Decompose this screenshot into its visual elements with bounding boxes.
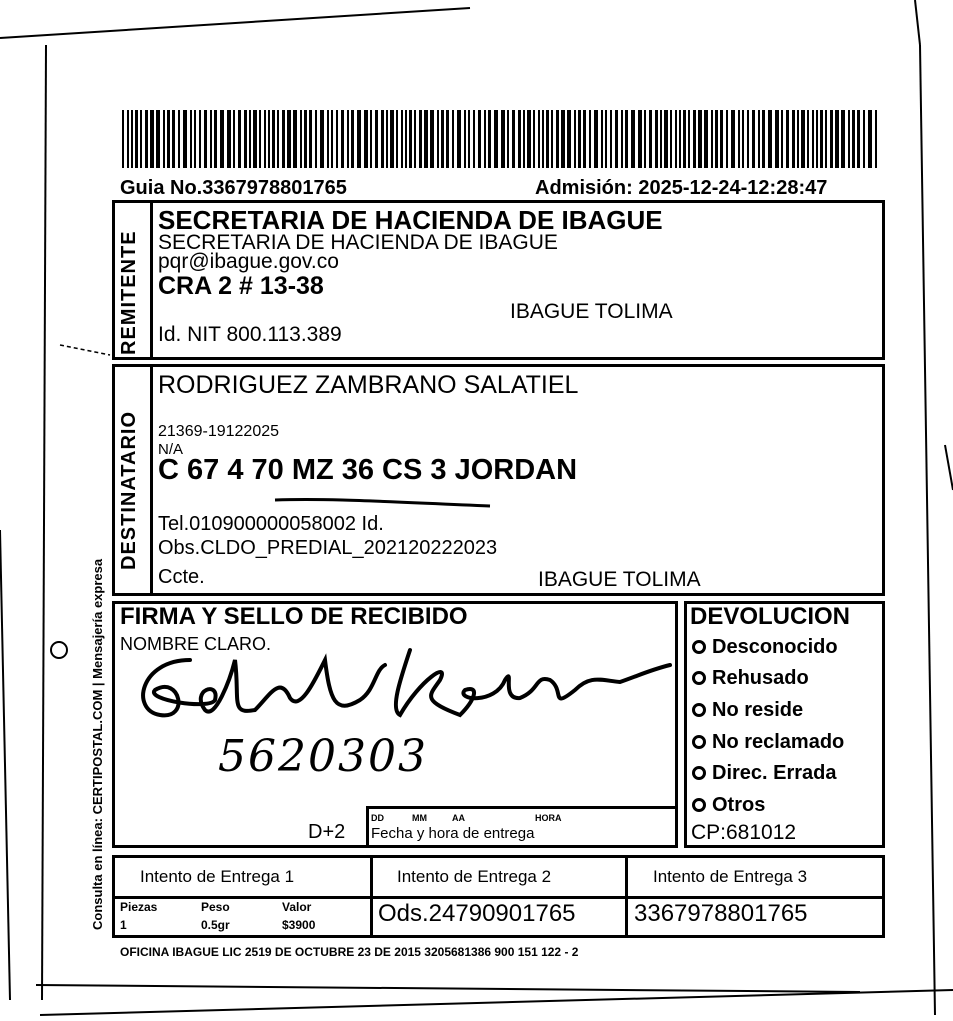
d-plus: D+2 (308, 821, 346, 843)
destinatario-obs: Obs.CLDO_PREDIAL_202120222023 (158, 537, 498, 559)
radio-circle-icon[interactable] (692, 671, 706, 685)
piezas-value: 1 (120, 918, 127, 932)
remitente-divider (150, 203, 153, 358)
remitente-email: pqr@ibague.gov.co (158, 250, 339, 273)
ods-number: Ods.24790901765 (378, 900, 576, 927)
firma-title: FIRMA Y SELLO DE RECIBIDO (120, 603, 468, 630)
remitente-id: Id. NIT 800.113.389 (158, 323, 342, 346)
remitente-address: CRA 2 # 13-38 (158, 272, 324, 300)
devolucion-option-no-reside[interactable] (692, 700, 803, 720)
admision-date: Admisión: 2025-12-24-12:28:47 (535, 177, 828, 199)
radio-circle-icon[interactable] (692, 798, 706, 812)
devolucion-option-desconocido[interactable] (692, 637, 838, 657)
option-label: Desconocido (712, 636, 838, 658)
destinatario-address: C 67 4 70 MZ 36 CS 3 JORDAN (158, 454, 578, 486)
radio-circle-icon[interactable] (692, 735, 706, 749)
valor-value: $3900 (282, 918, 316, 932)
intentos-col-divider-1 (370, 855, 373, 938)
date-dd: DD (371, 813, 384, 823)
destinatario-label: DESTINATARIO (118, 410, 140, 570)
date-caption: Fecha y hora de entrega (371, 825, 535, 842)
piezas-label: Piezas (120, 900, 158, 914)
destinatario-tel: Tel.010900000058002 Id. (158, 513, 384, 535)
handwritten-signature (120, 620, 680, 730)
option-label: No reclamado (712, 731, 845, 753)
radio-circle-icon[interactable] (692, 766, 706, 780)
destinatario-name: RODRIGUEZ ZAMBRANO SALATIEL (158, 371, 579, 399)
radio-circle-icon[interactable] (692, 703, 706, 717)
date-aa: AA (452, 813, 465, 823)
remitente-city: IBAGUE TOLIMA (510, 300, 673, 323)
option-label: Otros (712, 794, 766, 816)
side-legend: Consulta en línea: CERTIPOSTAL.COM | Mensajería expresa (90, 558, 105, 930)
devolucion-option-direc-errada[interactable] (692, 763, 837, 783)
remitente-name: SECRETARIA DE HACIENDA DE IBAGUE (158, 231, 558, 254)
pen-underline (270, 488, 500, 518)
option-label: Rehusado (712, 667, 809, 689)
intento-3: Intento de Entrega 3 (653, 867, 808, 886)
intentos-col-divider-2 (625, 855, 628, 938)
intentos-row-divider (112, 896, 885, 899)
nombre-claro: NOMBRE CLARO. (120, 634, 272, 654)
intento-2: Intento de Entrega 2 (397, 867, 552, 886)
punch-hole (50, 641, 68, 659)
devolucion-cp: CP:681012 (691, 821, 797, 844)
date-hora: HORA (535, 813, 562, 823)
peso-value: 0.5gr (201, 918, 230, 932)
handwritten-number: 5620303 (218, 731, 428, 782)
destinatario-ccte: Ccte. (158, 566, 205, 588)
footer-office: OFICINA IBAGUE LIC 2519 DE OCTUBRE 23 DE 2015 3205681386 900 151 122 - 2 (120, 945, 579, 959)
devolucion-option-rehusado[interactable] (692, 668, 809, 688)
valor-label: Valor (282, 900, 312, 914)
radio-circle-icon[interactable] (692, 640, 706, 654)
destinatario-code: 21369-19122025 (158, 423, 280, 440)
guia-number-bottom: 3367978801765 (634, 900, 808, 927)
remitente-label: REMITENTE (118, 230, 140, 355)
destinatario-divider (150, 367, 153, 593)
intento-1: Intento de Entrega 1 (140, 867, 295, 886)
date-mm: MM (412, 813, 427, 823)
guia-number: Guia No.3367978801765 (120, 177, 347, 199)
option-label: Direc. Errada (712, 762, 837, 784)
devolucion-option-otros[interactable] (692, 795, 765, 815)
devolucion-title: DEVOLUCION (690, 603, 851, 630)
remitente-name-bold: SECRETARIA DE HACIENDA DE IBAGUE (158, 205, 663, 235)
devolucion-option-no-reclamado[interactable] (692, 732, 844, 752)
barcode (122, 110, 882, 168)
destinatario-na: N/A (158, 441, 184, 458)
option-label: No reside (712, 699, 804, 721)
peso-label: Peso (201, 900, 230, 914)
destinatario-city: IBAGUE TOLIMA (538, 568, 701, 591)
